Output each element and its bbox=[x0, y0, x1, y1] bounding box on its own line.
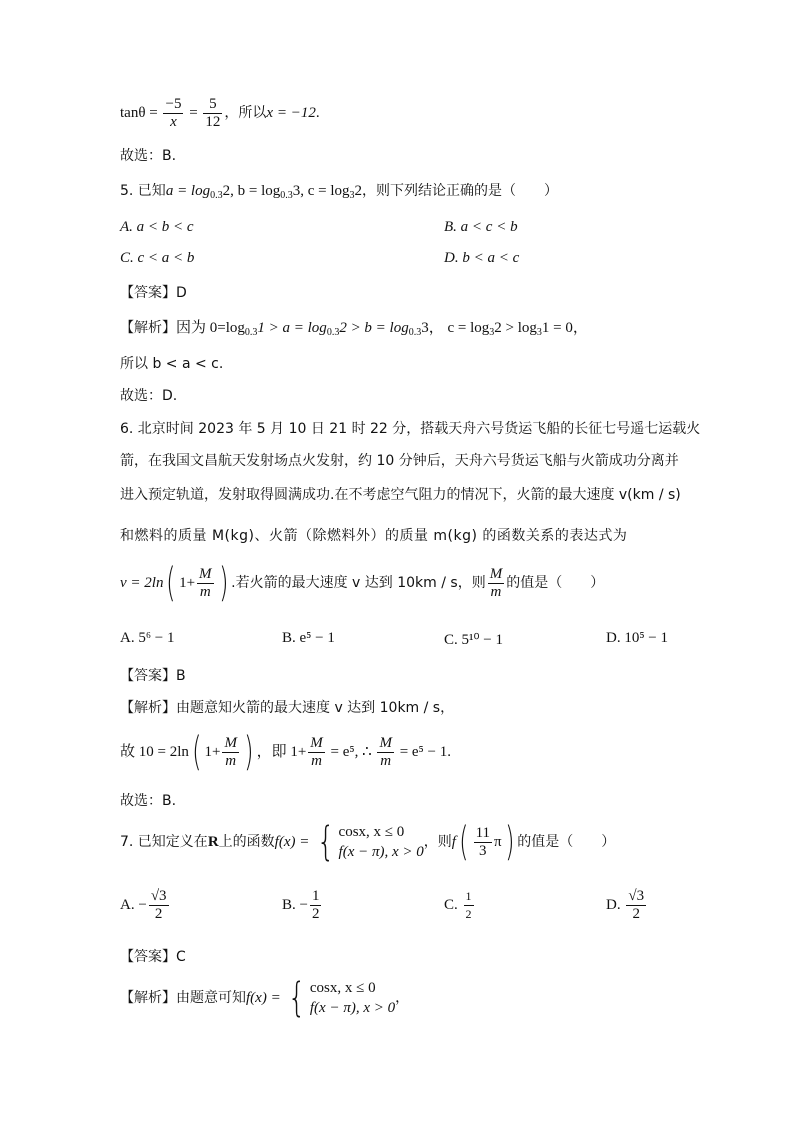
right-paren: ) bbox=[244, 729, 254, 775]
q6-option-a: A. 5⁶ − 1 bbox=[120, 630, 175, 646]
q5-option-b: B. a < c < b bbox=[444, 219, 518, 235]
option-fraction bbox=[310, 888, 322, 923]
option-label: A. bbox=[120, 896, 135, 913]
frac-num: −5 bbox=[165, 96, 182, 112]
analysis-label: 【解析】 bbox=[120, 700, 176, 716]
fraction-1 bbox=[163, 96, 183, 131]
analysis-part: 2 > log bbox=[494, 320, 537, 336]
frac-num: M bbox=[199, 565, 212, 582]
m-over-m-fraction bbox=[197, 566, 214, 601]
q5-analysis bbox=[120, 316, 588, 338]
frac-num: √3 bbox=[150, 888, 167, 904]
left-paren: ( bbox=[166, 560, 176, 606]
formula-post: .若火箭的最大速度 v 达到 10km / s，则 bbox=[231, 575, 486, 591]
analysis-text: 由题意可知 bbox=[176, 990, 246, 1006]
case-2: f(x − π), x > 0 bbox=[309, 1000, 396, 1016]
q5-option-a: A. a < b < c bbox=[120, 219, 194, 235]
q6-option-c: C. 5¹⁰ − 1 bbox=[444, 632, 503, 648]
q7-option-d bbox=[606, 888, 648, 923]
m-over-m-fraction bbox=[308, 735, 325, 770]
q6-line-1: 6. 北京时间 2023 年 5 月 10 日 21 时 22 分，搭载天舟六号货运飞船的长征七号遥七运载火 bbox=[120, 421, 701, 437]
tan-prefix: tanθ = bbox=[120, 104, 162, 121]
q5-option-d: D. b < a < c bbox=[444, 250, 520, 266]
fraction-2 bbox=[203, 96, 222, 131]
frac-den: x bbox=[170, 114, 177, 130]
fx: f(x) = bbox=[246, 990, 285, 1006]
option-fraction bbox=[626, 888, 646, 923]
q7-option-c bbox=[444, 888, 476, 923]
q5-c-arg: 2 bbox=[354, 183, 363, 199]
q6-analysis-2 bbox=[120, 729, 451, 775]
right-paren: ) bbox=[218, 560, 229, 606]
a2-end: = e⁵ − 1. bbox=[395, 744, 451, 760]
option-label: C. bbox=[444, 896, 458, 913]
analysis-part: 1 > a = log bbox=[257, 320, 327, 336]
q5-tail: ，则下列结论正确的是（ ） bbox=[362, 183, 559, 199]
eleven-thirds-fraction bbox=[474, 825, 492, 860]
minus: − bbox=[299, 896, 308, 913]
formula-pre: v = 2ln bbox=[120, 575, 164, 591]
q6-option-d: D. 10⁵ − 1 bbox=[606, 630, 669, 646]
frac-num: 5 bbox=[203, 96, 222, 114]
sub: 3 bbox=[536, 327, 542, 338]
minus: − bbox=[138, 896, 147, 913]
q6-formula-line bbox=[120, 560, 605, 606]
real-set-R: R bbox=[207, 834, 219, 850]
right-paren: ) bbox=[504, 819, 515, 865]
frac-den: m bbox=[380, 752, 392, 769]
piecewise-cases bbox=[310, 978, 395, 1018]
q6-line-2: 箭，在我国文昌航天发射场点火发射，约 10 分钟后，天舟六号货运飞船与火箭成功分离并 bbox=[120, 453, 679, 469]
sub: 3 bbox=[489, 327, 495, 338]
frac-den: 2 bbox=[311, 906, 320, 922]
sub: 0.3 bbox=[326, 327, 340, 338]
left-brace: { bbox=[288, 975, 307, 1021]
left-paren: ( bbox=[459, 819, 469, 865]
f: f bbox=[451, 834, 456, 850]
frac-num: 1 bbox=[311, 888, 320, 904]
frac-den: m bbox=[311, 752, 322, 769]
a2-mid: ，即 1+ bbox=[256, 744, 307, 760]
q6-answer: 【答案】B bbox=[120, 668, 186, 684]
frac-num: M bbox=[310, 734, 323, 751]
q7-answer: 【答案】C bbox=[120, 949, 186, 965]
q7-tail-1: ，则 bbox=[423, 834, 452, 850]
q5-math-a: a = log bbox=[165, 183, 211, 199]
q5-option-c: C. c < a < b bbox=[120, 250, 195, 266]
question-5-stem bbox=[120, 180, 558, 201]
q5-select: 故选：D. bbox=[120, 388, 178, 404]
q5-conclusion: 所以 b < a < c. bbox=[120, 356, 224, 372]
q6-option-b: B. e⁵ − 1 bbox=[282, 630, 335, 646]
analysis-text: 由题意知火箭的最大速度 v 达到 10km / s， bbox=[176, 700, 455, 716]
a2-pre: 故 10 = 2ln bbox=[120, 744, 189, 760]
q5-b-sub: 0.3 bbox=[280, 190, 293, 201]
formula-one: 1+ bbox=[179, 575, 196, 591]
frac-num: M bbox=[489, 565, 503, 582]
so-text: ，所以 bbox=[224, 105, 267, 121]
pi: π bbox=[494, 834, 502, 850]
analysis-part: 因为 0=log bbox=[176, 320, 245, 336]
frac-den: m bbox=[199, 583, 211, 600]
frac-num: 1 bbox=[464, 888, 474, 906]
q7-tail-2: 的值是（ ） bbox=[517, 834, 616, 850]
q7-option-a bbox=[120, 888, 171, 923]
equals: = bbox=[185, 104, 202, 121]
q7-stem bbox=[120, 819, 616, 865]
frac-den: 2 bbox=[154, 906, 163, 922]
frac-num: √3 bbox=[628, 888, 645, 904]
formula-end: 的值是（ ） bbox=[506, 575, 605, 591]
analysis-label: 【解析】 bbox=[120, 320, 176, 336]
frac-den: 3 bbox=[479, 842, 487, 859]
fx: f(x) = bbox=[274, 834, 314, 850]
analysis-end: ， bbox=[395, 990, 410, 1006]
q7-analysis bbox=[120, 975, 410, 1021]
q5-a-arg: 2, b = log bbox=[222, 183, 281, 199]
m-over-m-fraction-2 bbox=[488, 566, 505, 601]
frac-num: M bbox=[224, 734, 237, 751]
option-label: D. bbox=[606, 896, 621, 913]
sub: 0.3 bbox=[244, 327, 258, 338]
m-over-m-fraction bbox=[377, 735, 394, 770]
analysis-label: 【解析】 bbox=[120, 990, 176, 1006]
analysis-part: 2 > b = log bbox=[339, 320, 409, 336]
select-line-4: 故选：B. bbox=[120, 148, 177, 164]
left-brace: { bbox=[316, 819, 335, 865]
option-label: B. bbox=[282, 896, 296, 913]
q5-lead: 5. 已知 bbox=[120, 183, 166, 199]
case-1: cosx, x ≤ 0 bbox=[309, 980, 376, 996]
q5-b-arg: 3, c = log bbox=[292, 183, 350, 199]
case-2: f(x − π), x > 0 bbox=[338, 844, 424, 860]
q5-a-sub: 0.3 bbox=[210, 190, 223, 201]
a2-eq: = e⁵, ∴ bbox=[326, 744, 376, 760]
case-1: cosx, x ≤ 0 bbox=[338, 824, 405, 840]
option-fraction bbox=[464, 888, 474, 923]
q6-select: 故选：B. bbox=[120, 793, 177, 809]
frac-den: 2 bbox=[465, 907, 472, 921]
option-fraction bbox=[149, 888, 169, 923]
a2-one: 1+ bbox=[204, 744, 221, 760]
q5-answer: 【答案】D bbox=[120, 285, 187, 301]
m-over-m-fraction bbox=[222, 735, 239, 770]
left-paren: ( bbox=[192, 729, 202, 775]
q6-analysis-1 bbox=[120, 697, 454, 717]
frac-den: 2 bbox=[632, 906, 640, 922]
x-value: x = −12 bbox=[266, 104, 316, 121]
tan-equation bbox=[120, 96, 320, 131]
q5-c-sub: 3 bbox=[349, 190, 355, 201]
piecewise-cases bbox=[339, 822, 424, 862]
period: . bbox=[315, 104, 320, 121]
q6-line-4: 和燃料的质量 M(kg)、火箭（除燃料外）的质量 m(kg) 的函数关系的表达式为 bbox=[120, 528, 628, 544]
q7-lead: 7. 已知定义在 bbox=[120, 834, 208, 850]
frac-num: M bbox=[379, 734, 392, 751]
frac-den: m bbox=[490, 583, 502, 600]
frac-den: m bbox=[225, 752, 237, 769]
frac-den: 12 bbox=[205, 114, 221, 130]
sub: 0.3 bbox=[408, 327, 422, 338]
analysis-part: 1 = 0， bbox=[541, 320, 588, 336]
q7-option-b bbox=[282, 888, 323, 923]
q7-mid: 上的函数 bbox=[218, 834, 275, 850]
analysis-part: 3， c = log bbox=[421, 320, 490, 336]
frac-num: 11 bbox=[475, 824, 491, 841]
q6-line-3: 进入预定轨道，发射取得圆满成功.在不考虑空气阻力的情况下，火箭的最大速度 v(km / s) bbox=[120, 487, 681, 503]
